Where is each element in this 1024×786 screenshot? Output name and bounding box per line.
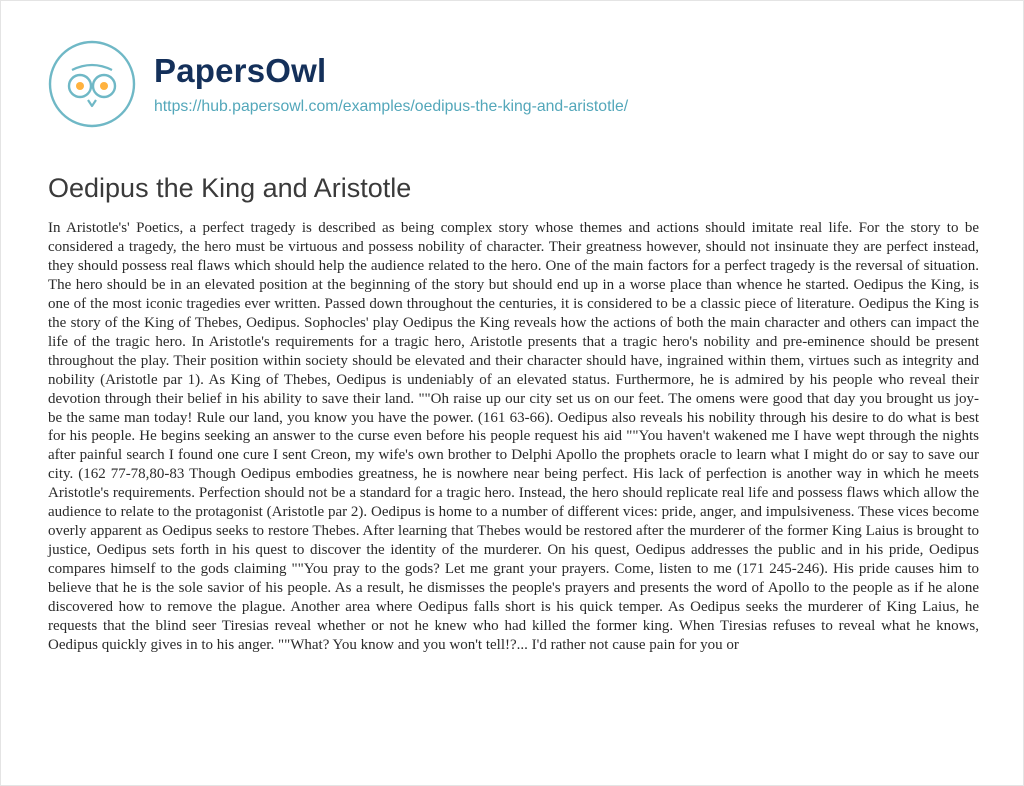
essay-body: In Aristotle's' Poetics, a perfect tragedy is described as being complex story whose themes and actions should imitate real life. For the story to be considered a tragedy, the hero must be virtuous and possess nobility of character. Their greatness however, should not insinuate they are perfect instead, they should possess real flaws which should help the audience related to the hero. One of the main factors for a perfect tragedy is the reversal of situation. The hero should be in an elevated position at the beginning of the story but should end up in a worse place than whence he started. Oedipus the King, is one of the most iconic tragedies ever written. Passed down throughout the centuries, it is considered to be a classic piece of literature. Oedipus the King is the story of the King of Thebes, Oedipus. Sophocles' play Oedipus the King reveals how the actions of both the main character and others can impact the life of the tragic hero. In Aristotle's requirements for a tragic hero, Aristotle presents that a tragic hero's nobility and pre-eminence should be present throughout the play. Their position within society should be elevated and their character should have, ingrained within them, virtues such as integrity and nobility (Aristotle par 1). As King of Thebes, Oedipus is undeniably of an elevated status. Furthermore, he is admired by his people who reveal their devotion through their belief in his ability to save their land. ""Oh raise up our city set us on our feet. The omens were good that day you brought us joy- be the same man today! Rule our land, you know you have the power. (161 63-66). Oedipus also reveals his nobility through his desire to do what is best for his people. He begins seeking an answer to the curse even before his people request his aid ""You haven't wakened me I have wept through the nights after painful search I found one cure I sent Creon, my wife's own brother to Delphi Apollo the prophets oracle to learn what I might do or say to save our city. (162 77-78,80-83 Though Oedipus embodies greatness, he is nowhere near being perfect. His lack of perfection is another way in which he meets Aristotle's requirements. Perfection should not be a standard for a tragic hero. Instead, the hero should replicate real life and possess flaws which allow the audience to relate to the protagonist (Aristotle par 2). Oedipus is home to a number of different vices: pride, anger, and impulsiveness. These vices become overly apparent as Oedipus seeks to restore Thebes. After learning that Thebes would be restored after the murderer of the former King Laius is brought to justice, Oedipus sets forth in his quest to discover the identity of the murderer. On his quest, Oedipus addresses the public and in his pride, Oedipus compares himself to the gods claiming ""You pray to the gods? Let me grant your prayers. Come, listen to me (171 245-246). His pride causes him to believe that he is the sole savior of his people. As a result, he dismisses the people's prayers and presents the word of Apollo to the people as if he alone discovered how to remove the plague. Another area where Oedipus falls short is his quick temper. As Oedipus seeks the murderer of King Laius, he requests that the blind seer Tiresias reveal whether or not he knew who had killed the former king. When Tiresias refuses to reveal what he knows, Oedipus quickly gives in to his anger. ""What? You know and you won't tell!?... I'd rather not cause pain for you or xyxy=(48,220,979,653)
source-url-link[interactable]: https://hub.papersowl.com/examples/oedipus-the-king-and-aristotle/ xyxy=(154,97,629,115)
brand-block xyxy=(154,52,628,116)
owl-eyes-icon[interactable] xyxy=(48,40,136,128)
site-header xyxy=(48,34,628,134)
page-title: Oedipus the King and Aristotle xyxy=(48,173,412,203)
brand-name[interactable]: PapersOwl xyxy=(154,52,327,90)
